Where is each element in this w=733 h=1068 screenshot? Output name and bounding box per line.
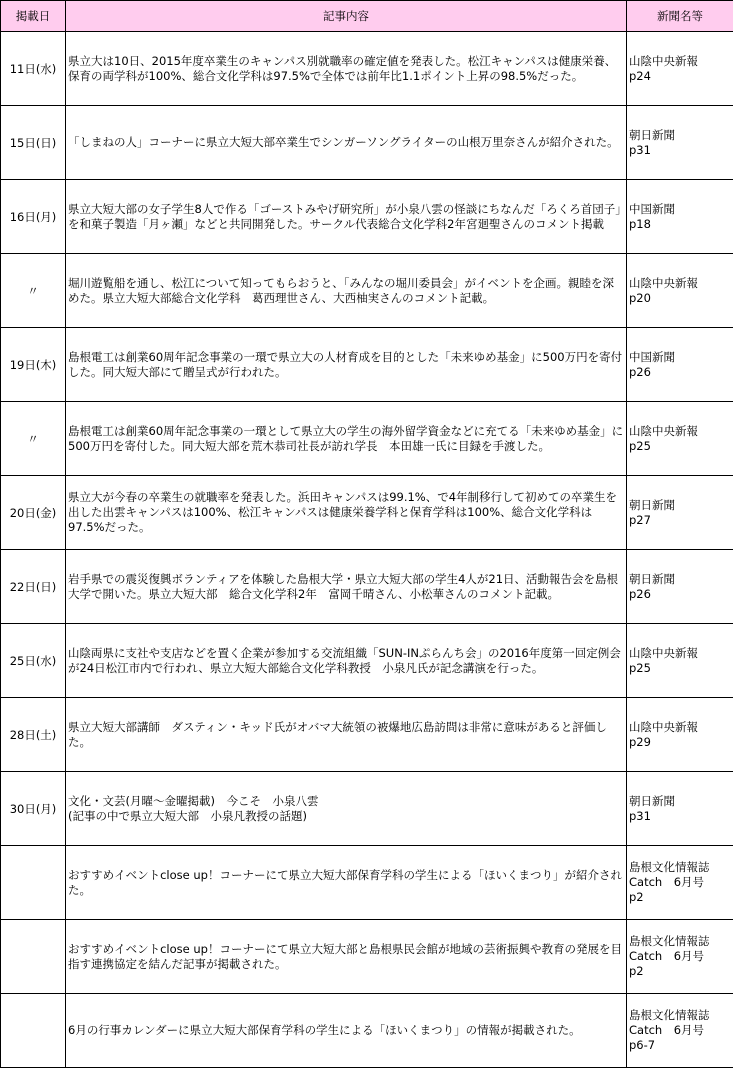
row-content: 県立大が今春の卒業生の就職率を発表した。浜田キャンパスは99.1%、で4年制移行して初めての卒業生を出した出雲キャンパスは100%、松江キャンパスは健康栄養学科と保育学科は100%、総合文化学科は97.5%だった。 — [66, 476, 627, 550]
row-date: 25日(水) — [1, 624, 66, 698]
table-row — [1, 32, 733, 106]
row-date — [1, 920, 66, 994]
row-content: 県立大短大部の女子学生8人で作る「ゴーストみやげ研究所」が小泉八雲の怪談にちなんだ「ろくろ首団子」を和菓子製造「月ヶ瀬」などと共同開発した。サークル代表総合文化学科2年宮廻聖さんのコメント掲載 — [66, 180, 627, 254]
paper-line: p26 — [629, 364, 651, 379]
paper-line: 山陰中央新報 — [629, 719, 698, 734]
row-content: 県立大短大部講師 ダスティン・キッド氏がオバマ大統領の被爆地広島訪問は非常に意味があると評価した。 — [66, 698, 627, 772]
header-paper: 新聞名等 — [627, 1, 733, 32]
row-content: 「しまねの人」コーナーに県立大短大部卒業生でシンガーソングライターの山根万里奈さんが紹介された。 — [66, 106, 627, 180]
paper-line: p20 — [629, 290, 651, 305]
row-paper — [627, 846, 733, 920]
paper-line: Catch 6月号 — [629, 1023, 705, 1037]
row-content: 岩手県での震災復興ボランティアを体験した島根大学・県立大短大部の学生4人が21日、活動報告会を島根大学で開いた。県立大短大部 総合文化学科2年 富岡千晴さん、小松華さんのコメント記載。 — [66, 550, 627, 624]
paper-line: p18 — [629, 216, 651, 231]
table-row — [1, 772, 733, 846]
row-date: 16日(月) — [1, 180, 66, 254]
row-date: 15日(日) — [1, 106, 66, 180]
paper-line: 朝日新聞 — [629, 497, 675, 512]
paper-line: 山陰中央新報 — [629, 423, 698, 438]
row-paper — [627, 402, 733, 476]
table-row — [1, 476, 733, 550]
row-paper — [627, 772, 733, 846]
paper-line: p6-7 — [629, 1038, 656, 1052]
paper-line: 朝日新聞 — [629, 793, 675, 808]
table-row — [1, 254, 733, 328]
row-paper — [627, 550, 733, 624]
header-row — [1, 1, 733, 32]
table-row — [1, 624, 733, 698]
paper-line: 山陰中央新報 — [629, 645, 698, 660]
row-paper — [627, 920, 733, 994]
row-content: 島根電工は創業60周年記念事業の一環として県立大の学生の海外留学資金などに充てる「未来ゆめ基金」に500万円を寄付した。同大短大部を荒木恭司社長が訪れ学長 本田雄一氏に目録を手渡した。 — [66, 402, 627, 476]
table-row — [1, 920, 733, 994]
row-paper — [627, 328, 733, 402]
paper-line: 島根文化情報誌 — [629, 934, 710, 948]
paper-line: p24 — [629, 68, 651, 83]
header-content: 記事内容 — [66, 1, 627, 32]
table-row — [1, 846, 733, 920]
row-content: おすすめイベントclose up！コーナーにて県立大短大部保育学科の学生による「ほいくまつり」が紹介された。 — [66, 846, 627, 920]
table-row — [1, 698, 733, 772]
paper-line: 山陰中央新報 — [629, 53, 698, 68]
paper-line: p2 — [629, 890, 644, 904]
paper-line: 島根文化情報誌 — [629, 860, 710, 874]
row-paper — [627, 180, 733, 254]
paper-line: 朝日新聞 — [629, 571, 675, 586]
row-paper — [627, 254, 733, 328]
row-paper — [627, 994, 733, 1068]
paper-line: p25 — [629, 660, 651, 675]
row-content: 県立大は10日、2015年度卒業生のキャンパス別就職率の確定値を発表した。松江キャンパスは健康栄養、保育の両学科が100%、総合文化学科は97.5%で全体では前年比1.1ポイント上昇の98.5%だった。 — [66, 32, 627, 106]
header-date: 掲載日 — [1, 1, 66, 32]
row-paper — [627, 698, 733, 772]
paper-line: p31 — [629, 142, 651, 157]
row-content: 島根電工は創業60周年記念事業の一環で県立大の人材育成を目的とした「未来ゆめ基金」に500万円を寄付した。同大短大部にて贈呈式が行われた。 — [66, 328, 627, 402]
row-content: 文化・文芸(月曜〜金曜掲載) 今こそ 小泉八雲 (記事の中で県立大短大部 小泉凡教授の話題) — [66, 772, 627, 846]
row-content: おすすめイベントclose up！コーナーにて県立大短大部と島根県民会館が地域の芸術振興や教育の発展を目指す連携協定を結んだ記事が掲載された。 — [66, 920, 627, 994]
paper-line: Catch 6月号 — [629, 875, 705, 889]
paper-line: p2 — [629, 964, 644, 978]
table-row — [1, 328, 733, 402]
row-paper — [627, 106, 733, 180]
row-date: 19日(木) — [1, 328, 66, 402]
table-row — [1, 550, 733, 624]
table-row — [1, 994, 733, 1068]
row-date: 11日(水) — [1, 32, 66, 106]
paper-line: p25 — [629, 438, 651, 453]
paper-line: 山陰中央新報 — [629, 275, 698, 290]
row-paper — [627, 32, 733, 106]
row-content: 堀川遊覧船を通し、松江について知ってもらおうと、「みんなの堀川委員会」がイベントを企画。親睦を深めた。県立大短大部総合文化学科 葛西理世さん、大西柚実さんのコメント記載。 — [66, 254, 627, 328]
paper-line: 中国新聞 — [629, 349, 675, 364]
paper-line: Catch 6月号 — [629, 949, 705, 963]
paper-line: 島根文化情報誌 — [629, 1008, 710, 1022]
row-date — [1, 846, 66, 920]
paper-line: 中国新聞 — [629, 201, 675, 216]
row-paper — [627, 624, 733, 698]
row-date: 〃 — [1, 254, 66, 328]
row-date: 22日(日) — [1, 550, 66, 624]
row-content: 6月の行事カレンダーに県立大短大部保育学科の学生による「ほいくまつり」の情報が掲載された。 — [66, 994, 627, 1068]
row-content: 山陰両県に支社や支店などを置く企業が参加する交流組織「SUN-INぷらんち会」の2016年度第一回定例会が24日松江市内で行われ、県立大短大部総合文化学科教授 小泉凡氏が記念講演を行った。 — [66, 624, 627, 698]
paper-line: 朝日新聞 — [629, 127, 675, 142]
row-paper — [627, 476, 733, 550]
row-date: 30日(月) — [1, 772, 66, 846]
row-date: 20日(金) — [1, 476, 66, 550]
table-row — [1, 402, 733, 476]
row-date: 28日(土) — [1, 698, 66, 772]
paper-line: p31 — [629, 808, 651, 823]
paper-line: p26 — [629, 586, 651, 601]
paper-line: p29 — [629, 734, 651, 749]
row-date — [1, 994, 66, 1068]
table-row — [1, 180, 733, 254]
table-row — [1, 106, 733, 180]
paper-line: p27 — [629, 512, 651, 527]
row-date: 〃 — [1, 402, 66, 476]
